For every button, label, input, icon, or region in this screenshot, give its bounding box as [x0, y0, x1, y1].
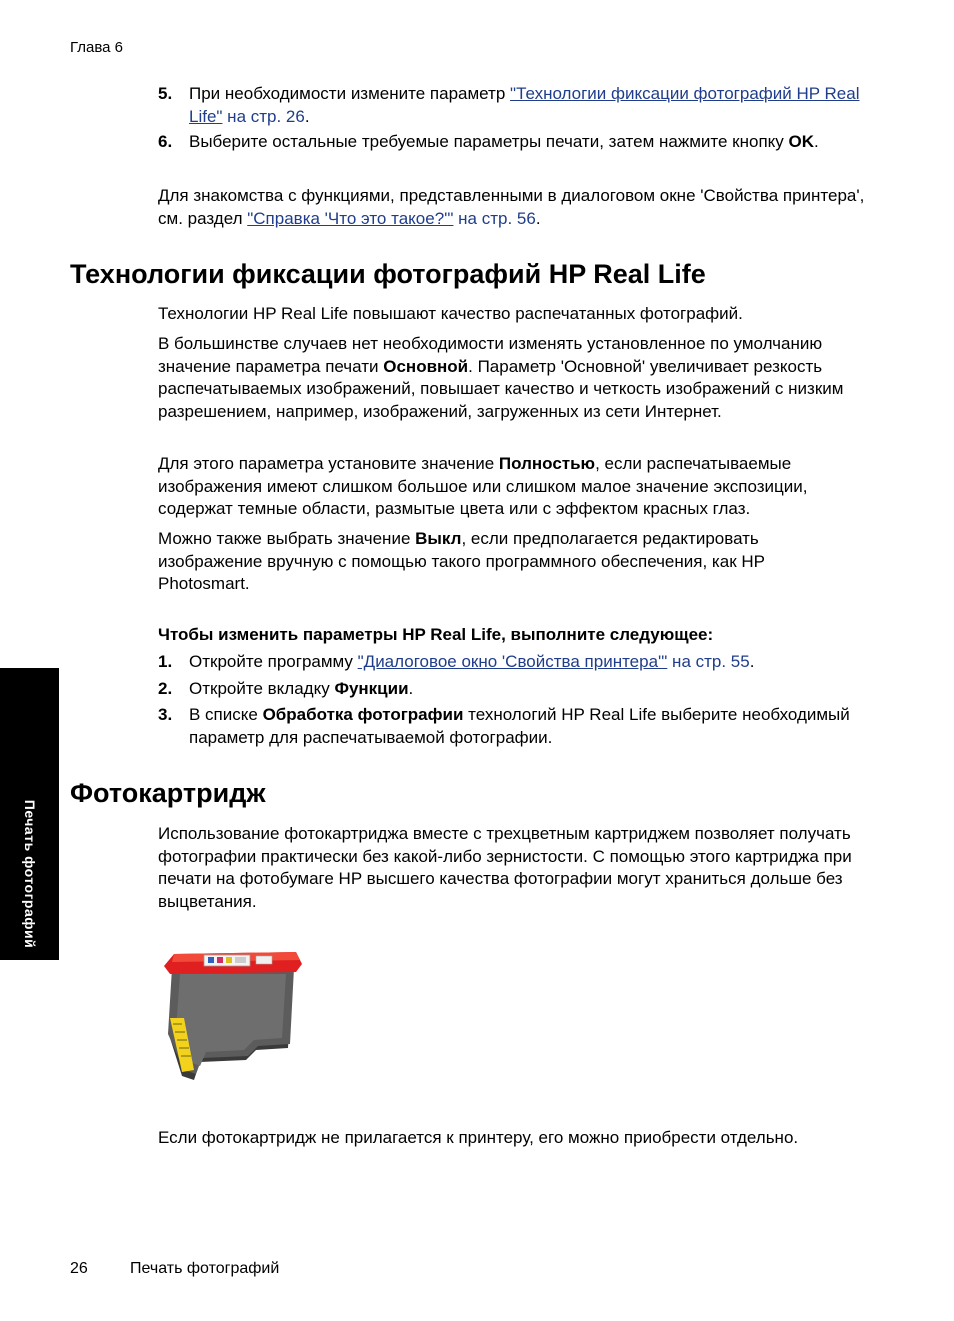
side-tab-label: Печать фотографий: [22, 799, 38, 949]
step-number: 6.: [158, 132, 173, 151]
step-5-end: .: [304, 106, 310, 126]
paragraph-text: Можно также выбрать значение: [158, 529, 416, 548]
step-number: 1.: [158, 652, 173, 671]
photo-cartridge-image: [160, 948, 305, 1086]
paragraph-text: В большинстве случаев нет необходимости изменять установленное по умолчанию значение параметра печати: [158, 334, 823, 376]
section-title-photo-cartridge: Фотокартридж: [70, 778, 266, 808]
link-printer-properties[interactable]: "Диалоговое окно 'Свойства принтера'": [357, 652, 668, 671]
page-ref[interactable]: на стр. 56: [453, 208, 536, 228]
step-6: [189, 131, 879, 154]
paragraph-text: . Параметр 'Основной' увеличивает резкость распечатываемых изображений, повышает качество и четкость изображений с низким разрешением, например, изображений, загруженных из сети Интернет.: [158, 356, 844, 421]
paragraph: Технологии HP Real Life повышают качество распечатанных фотографий.: [158, 304, 743, 323]
step-number: 2.: [158, 679, 173, 698]
section-title-real-life: Технологии фиксации фотографий HP Real Life: [70, 259, 706, 289]
footer-section: Печать фотографий: [130, 1260, 280, 1277]
step-5: [189, 83, 879, 128]
bold-term: Функции: [334, 679, 409, 698]
intro-end: .: [535, 208, 541, 228]
step-text: Откройте программу: [189, 652, 358, 671]
page-ref[interactable]: на стр. 26: [222, 106, 305, 126]
step-number: 5.: [158, 84, 173, 103]
step-2: [189, 678, 879, 701]
step-1: [189, 651, 879, 674]
paragraph: Если фотокартридж не прилагается к принтеру, его можно приобрести отдельно.: [158, 1128, 799, 1147]
paragraph-text: , если распечатываемые изображения имеют слишком большое или слишком малое значение экспозиции, содержат темные области, размытые цвета или с эффектом красных глаз.: [158, 454, 808, 518]
chapter-header: Глава 6: [70, 39, 124, 56]
paragraph: [158, 453, 878, 521]
step-3: [189, 704, 879, 749]
step-end: .: [408, 679, 414, 698]
procedure-heading: Чтобы изменить параметры HP Real Life, выполните следующее:: [158, 625, 714, 644]
bold-term: Обработка фотографии: [262, 705, 464, 724]
bold-term: Полностью: [498, 454, 596, 473]
paragraph-text: , если предполагается редактировать изображение вручную с помощью такого программного обеспечения, как HP Photosmart.: [158, 529, 765, 593]
step-number: 3.: [158, 705, 173, 724]
bold-term: Выкл: [415, 529, 462, 548]
ok-label: OK: [788, 132, 814, 151]
step-5-text: При необходимости измените параметр: [189, 84, 511, 103]
intro-text: Для знакомства с функциями, представленными в диалоговом окне 'Свойства принтера', см. раздел: [158, 186, 865, 228]
page-ref[interactable]: на стр. 55: [667, 652, 750, 671]
intro-paragraph: [158, 185, 878, 230]
step-6-end: .: [814, 132, 819, 151]
step-text: Откройте вкладку: [189, 679, 335, 698]
step-text: технологий HP Real Life выберите необходимый параметр для распечатываемой фотографии.: [189, 705, 850, 747]
step-text: В списке: [189, 705, 263, 724]
paragraph: Использование фотокартриджа вместе с трехцветным картриджем позволяет получать фотографии практически без какой-либо зернистости. С помощью этого картриджа при печати на фотобумаге HP высшего качества фотографии могут храниться дольше без выцветания.: [158, 824, 852, 911]
step-6-text: Выберите остальные требуемые параметры печати, затем нажмите кнопку: [189, 132, 789, 151]
bold-term: Основной: [383, 356, 469, 376]
link-real-life[interactable]: "Технологии фиксации фотографий HP Real Life": [189, 84, 860, 126]
paragraph-text: Для этого параметра установите значение: [158, 454, 499, 473]
paragraph: [158, 528, 818, 596]
page-number: 26: [70, 1260, 88, 1277]
step-end: .: [749, 652, 755, 671]
link-help[interactable]: "Справка 'Что это такое?'": [247, 208, 454, 228]
paragraph: [158, 333, 878, 423]
